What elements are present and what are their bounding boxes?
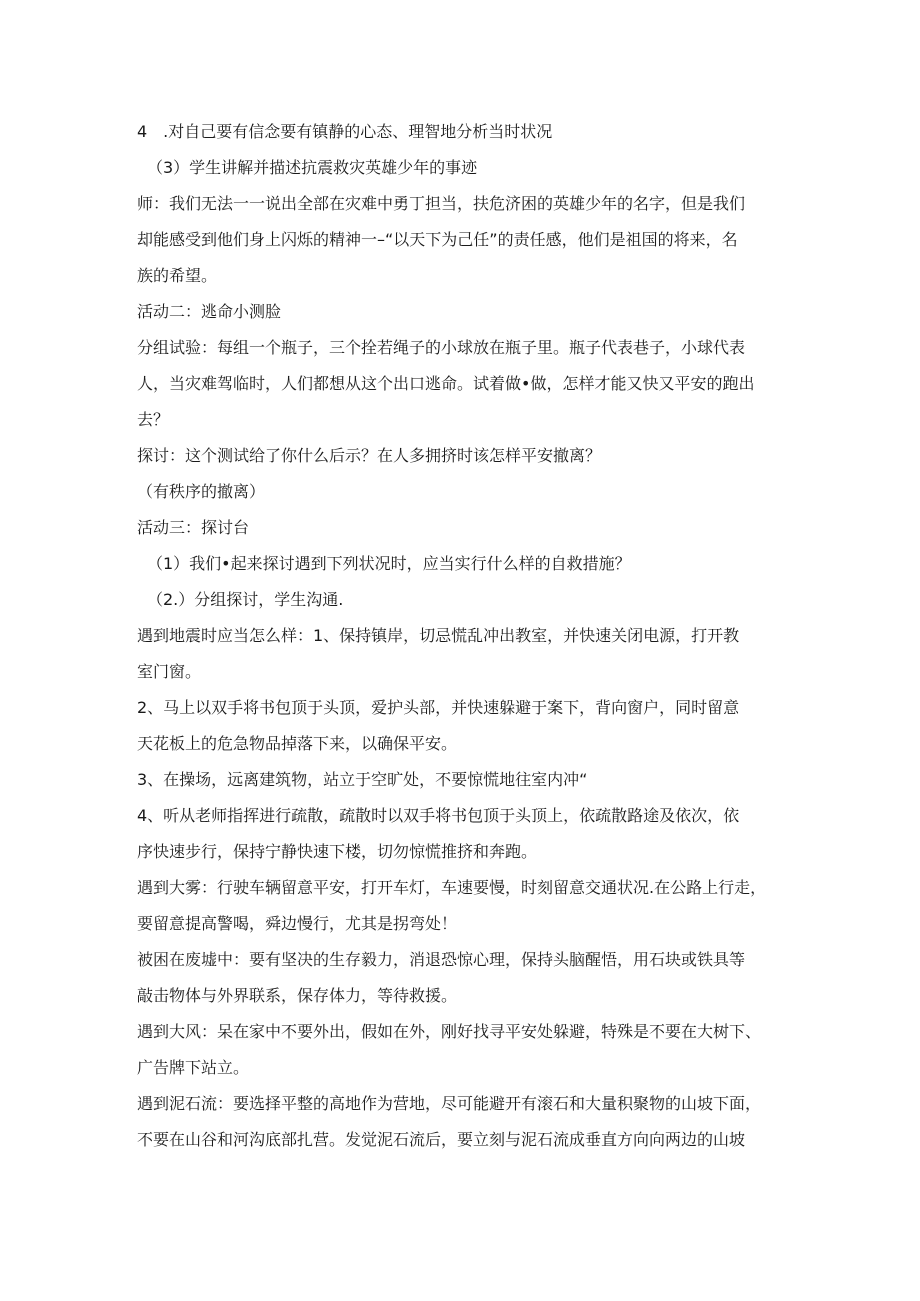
text-line: 室门窗。 [137,662,202,681]
text-line: 遇到泥石流：要选择平整的高地作为营地，尽可能避开有滚石和大量积聚物的山坡下面， [137,1094,762,1113]
text-line: 族的希望。 [137,266,218,285]
section-heading: 活动三：探讨台 [137,518,250,537]
text-line: 探讨：这个测试给了你什么后示？在人多拥挤时该怎样平安撤离？ [137,446,602,465]
text-line: 广告牌下站立。 [137,1058,250,1077]
text-line: 4 .对自己要有信念要有镇静的心态、理智地分析当时状况 [137,122,553,141]
text-line: （2.）分组探讨，学生沟通. [147,590,344,609]
text-line: 天花板上的危急物品掉落下来，以确保平安。 [137,734,458,753]
text-line: 分组试验：每组一个瓶子，三个拴若绳子的小球放在瓶子里。瓶子代表巷子，小球代表 [137,338,746,357]
text-line: 去？ [137,410,170,429]
text-line: 序快速步行，保持宁静快速下楼，切勿惊慌推挤和奔跑。 [137,842,538,861]
text-line: 遇到大雾：行驶车辆留意平安，打开车灯，车速要慢，时刻留意交通状况.在公路上行走， [137,878,767,897]
section-heading: 活动二：逃命小测脸 [137,302,282,321]
text-line: 要留意提高警喝，舜边慢行，尤其是拐弯处！ [137,914,458,933]
text-line: （1）我们•起来探讨遇到下列状况时，应当实行什么样的自救措施？ [147,554,631,573]
text-line: 3、在操场，远离建筑物，站立于空旷处，不要惊慌地往室内冲“ [137,770,588,789]
text-line: 师：我们无法一一说出全部在灾难中勇丁担当，扶危济困的英雄少年的名字，但是我们 [137,194,746,213]
text-line: 2、马上以双手将书包顶于头顶，爱护头部，并快速躲避于案下，背向窗户，同时留意 [137,698,740,717]
text-line: 被困在废墟中：要有坚决的生存毅力，消退恐惊心理，保持头脑醒悟，用石块或铁具等 [137,950,746,969]
text-line: 却能感受到他们身上闪烁的精神一–“以天下为己任”的责任感，他们是祖国的将来，名 [137,230,738,249]
text-line: 4、听从老师指挥进行疏散，疏散时以双手将书包顶于头顶上，依疏散路途及依次，依 [137,806,740,825]
text-line: （3）学生讲解并描述抗震救灾英雄少年的事迹 [147,158,478,177]
text-line: 遇到大风：呆在家中不要外出，假如在外，刚好找寻平安处躲避，特殊是不要在大树下、 [137,1022,762,1041]
text-line: 遇到地震时应当怎么样：1、保持镇岸，切忌慌乱冲出教室，并快速关闭电源，打开教 [137,626,740,645]
text-line: （有秩序的撤离） [137,482,266,501]
text-line: 敲击物体与外界联系，保存体力，等待救援。 [137,986,458,1005]
text-line: 不要在山谷和河沟底部扎营。发觉泥石流后，要立刻与泥石流成垂直方向向两边的山坡 [137,1130,746,1149]
text-line: 人，当灾难驾临时，人们都想从这个出口逃命。试着做•做，怎样才能又快又平安的跑出 [137,374,755,393]
